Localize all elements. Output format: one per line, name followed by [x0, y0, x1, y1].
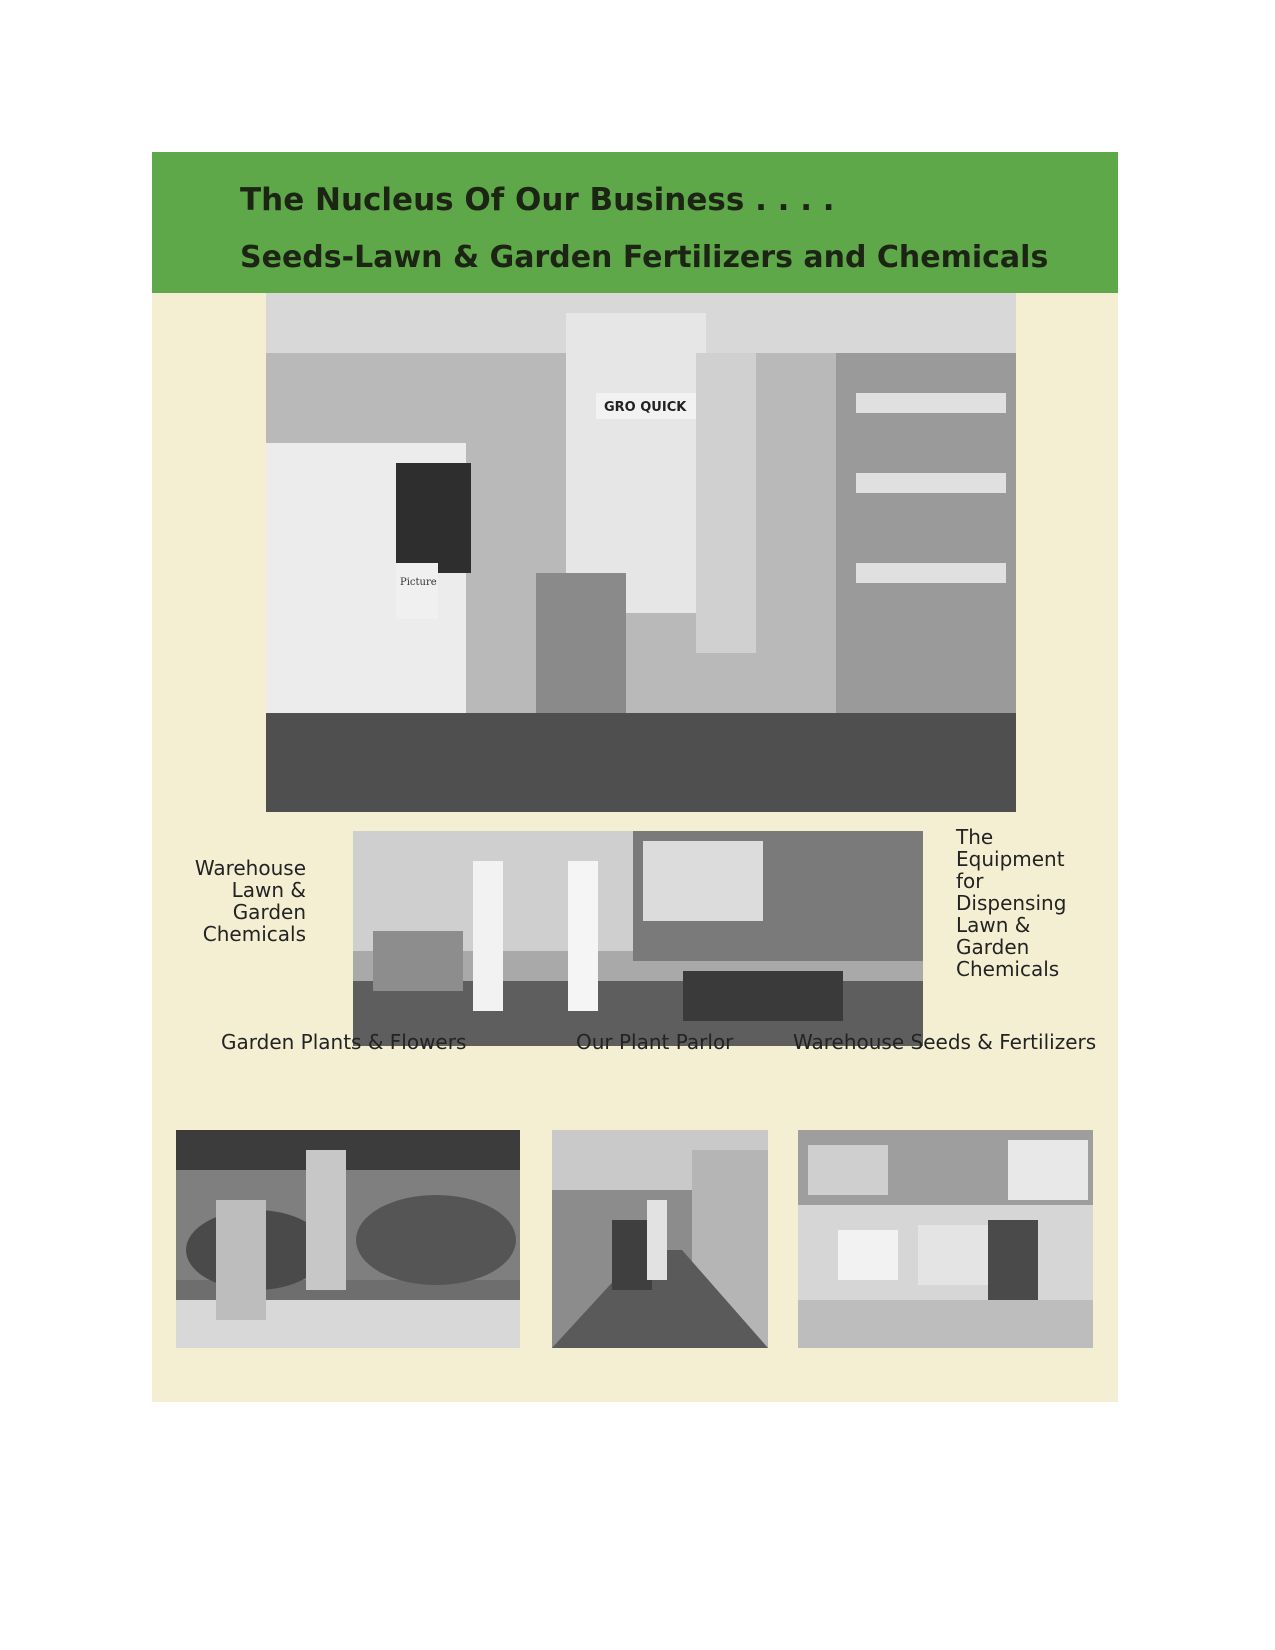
sign-text: Picture — [400, 577, 437, 588]
page-subtitle: Seeds-Lawn & Garden Fertilizers and Chemicals — [240, 240, 1049, 275]
garden-photo — [176, 1130, 520, 1348]
caption-plant-parlor: Our Plant Parlor — [576, 1030, 734, 1054]
title-banner — [152, 152, 1118, 293]
caption-warehouse-seeds: Warehouse Seeds & Fertilizers — [793, 1030, 1097, 1054]
sign-text: GRO QUICK — [604, 400, 687, 415]
warehouse-equipment-photo — [353, 831, 923, 1046]
page-title: The Nucleus Of Our Business . . . . — [240, 182, 835, 218]
caption-equipment: The Equipment for Dispensing Lawn & Garden Chemicals — [956, 825, 1067, 981]
plant-parlor-photo — [552, 1130, 768, 1348]
caption-warehouse-lawn: Warehouse Lawn & Garden Chemicals — [194, 856, 306, 946]
warehouse-seeds-photo — [798, 1130, 1093, 1348]
brochure-page — [152, 152, 1118, 1402]
store-interior-photo — [266, 293, 1016, 812]
caption-garden-plants: Garden Plants & Flowers — [221, 1030, 467, 1054]
